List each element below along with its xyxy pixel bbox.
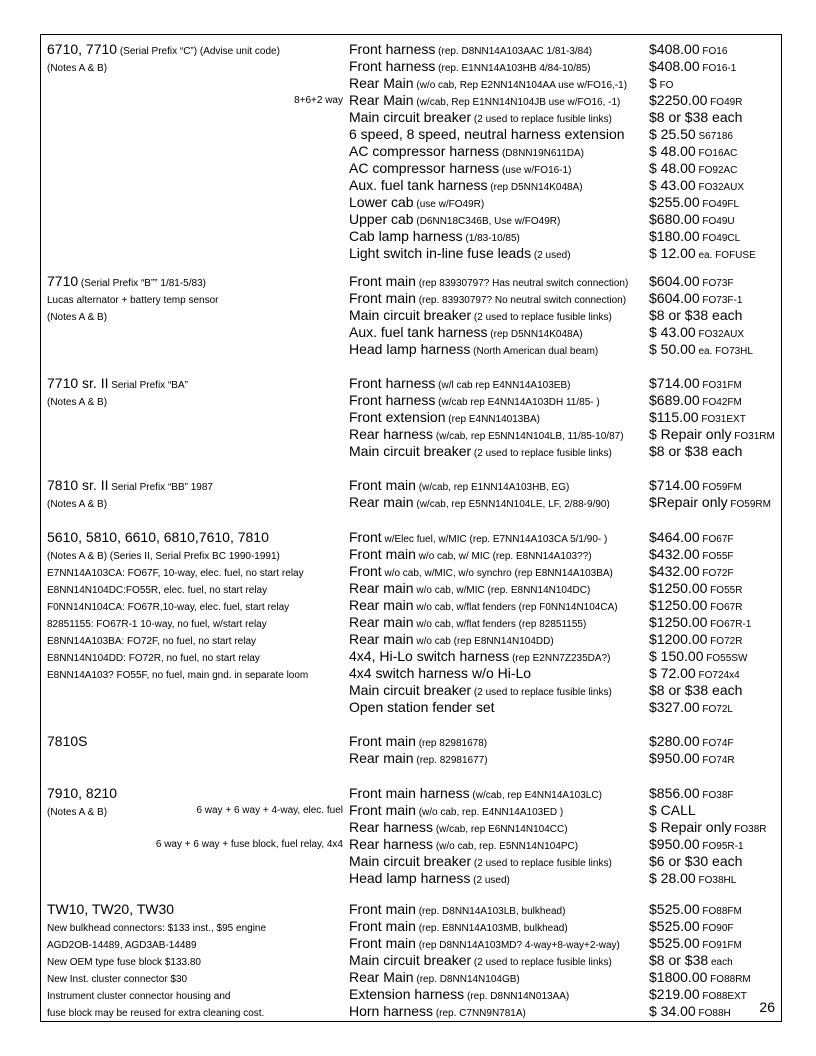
part-note: (w/o cab, rep. E4NN14A103ED ) — [415, 807, 564, 818]
part-description: Aux. fuel tank harness (rep D5NN14K048A) — [349, 324, 583, 340]
model-detail: 82851155: FO67R-1 10-way, no fuel, w/start relay — [47, 619, 267, 630]
part-description: Rear harness (w/cab, rep E5NN14N104LB, 11/85-10/87) — [349, 426, 624, 442]
part-row — [41, 563, 783, 580]
part-code: FO49CL — [699, 233, 741, 244]
part-row — [41, 785, 783, 802]
part-row — [41, 529, 783, 546]
part-note: (2 used to replace fusible links) — [471, 858, 612, 869]
part-row — [41, 986, 783, 1003]
model-detail: (Notes A & B) — [47, 63, 108, 74]
part-note: (rep. D8NN14N013AA) — [464, 991, 570, 1002]
part-row — [41, 477, 783, 494]
part-description: Front main (rep 82981678) — [349, 733, 488, 749]
part-row — [41, 665, 783, 682]
part-code: FO73F-1 — [699, 295, 743, 306]
part-price: $ FO — [649, 75, 674, 91]
part-note: (rep. 82981677) — [413, 755, 488, 766]
part-price: $219.00 FO88EXT — [649, 986, 747, 1002]
model-detail: F0NN14N104CA: FO67R,10-way, elec. fuel, start relay — [47, 602, 290, 613]
part-note: (w/cab, Rep E1NN14N104JB use w/FO16, -1) — [413, 97, 621, 108]
part-price: $1250.00 FO67R — [649, 597, 743, 613]
part-note: (rep 83930797? Has neutral switch connection) — [415, 278, 629, 289]
part-description: Front main (rep. E8NN14A103MB, bulkhead) — [349, 918, 568, 934]
model-note: Serial Prefix “BA” — [108, 380, 188, 391]
part-price: $525.00 FO91FM — [649, 935, 742, 951]
part-price: $115.00 FO31EXT — [649, 409, 746, 425]
part-description: Main circuit breaker (2 used to replace fusible links) — [349, 307, 612, 323]
part-price: $432.00 FO55F — [649, 546, 734, 562]
part-code: FO16AC — [695, 148, 738, 159]
part-note: (2 used) — [531, 250, 571, 261]
part-note: (2 used to replace fusible links) — [471, 312, 612, 323]
part-description: AC compressor harness (D8NN19N611DA) — [349, 143, 585, 159]
part-note: (2 used to replace fusible links) — [471, 687, 612, 698]
part-row — [41, 750, 783, 767]
part-row — [41, 901, 783, 918]
part-note: (w/o cab, Rep E2NN14N104AA use w/FO16,-1) — [413, 80, 628, 91]
part-description: Aux. fuel tank harness (rep D5NN14K048A) — [349, 177, 583, 193]
part-description: 6 speed, 8 speed, neutral harness extension — [349, 126, 625, 142]
part-description: Front main (rep 83930797? Has neutral switch connection) — [349, 273, 629, 289]
part-code: FO95R-1 — [699, 841, 744, 852]
part-row — [41, 597, 783, 614]
part-description: Front w/o cab, w/MIC, w/o synchro (rep E8NN14A103BA) — [349, 563, 613, 579]
part-description: Rear Main (w/o cab, Rep E2NN14N104AA use w/FO16,-1) — [349, 75, 628, 91]
part-code: FO67R — [707, 602, 743, 613]
part-note: (rep D8NN14A103MD? 4-way+8-way+2-way) — [415, 940, 620, 951]
part-price: $327.00 FO72L — [649, 699, 733, 715]
part-price: $ 48.00 FO92AC — [649, 160, 738, 176]
part-row — [41, 969, 783, 986]
part-row — [41, 918, 783, 935]
part-code: FO59FM — [699, 482, 742, 493]
model-detail: New OEM type fuse block $133.80 — [47, 957, 201, 968]
part-note: (rep. C7NN9N781A) — [433, 1008, 526, 1019]
model-section — [41, 41, 781, 262]
part-price: $ 50.00 ea. FO73HL — [649, 341, 753, 357]
part-code: FO38F — [699, 790, 734, 801]
part-code: FO31RM — [731, 431, 775, 442]
model-detail: Instrument cluster connector housing and — [47, 991, 231, 1002]
part-description: Rear harness (w/o cab, rep. E5NN14N104PC) — [349, 836, 579, 852]
part-price: $ 150.00 FO55SW — [649, 648, 748, 664]
model-title: 7910, 8210 — [47, 785, 118, 801]
page-number: 26 — [759, 999, 775, 1015]
part-price: $ Repair only FO31RM — [649, 426, 775, 442]
part-description: Front w/Elec fuel, w/MIC (rep. E7NN14A103CA 5/1/90- ) — [349, 529, 608, 545]
part-code: FO72L — [699, 704, 733, 715]
model-title: 7710 sr. II Serial Prefix “BA” — [47, 375, 188, 391]
part-price: $689.00 FO42FM — [649, 392, 742, 408]
part-price: $8 or $38 each — [649, 443, 743, 459]
part-note: (rep D5NN14K048A) — [487, 182, 583, 193]
part-price: $680.00 FO49U — [649, 211, 735, 227]
model-title: 7710 (Serial Prefix “B”” 1/81-5/83) — [47, 273, 206, 289]
part-price: $432.00 FO72F — [649, 563, 734, 579]
part-description: Main circuit breaker (2 used to replace fusible links) — [349, 443, 612, 459]
model-note: (Serial Prefix “C”) (Advise unit code) — [117, 46, 280, 57]
part-row — [41, 392, 783, 409]
part-note: (rep. 83930797? No neutral switch connection) — [415, 295, 627, 306]
part-code: FO72R — [707, 636, 743, 647]
part-price: $1200.00 FO72R — [649, 631, 743, 647]
part-code: FO55R — [707, 585, 743, 596]
part-note: w/Elec fuel, w/MIC (rep. E7NN14A103CA 5/1/90- ) — [381, 534, 608, 545]
model-config: 8+6+2 way — [294, 95, 343, 106]
part-code: FO42FM — [699, 397, 742, 408]
part-code: FO49FL — [699, 199, 740, 210]
part-row — [41, 546, 783, 563]
part-note: w/o cab, w/MIC (rep. E8NN14N104DC) — [413, 585, 591, 596]
part-code: FO38R — [731, 824, 767, 835]
model-section — [41, 375, 781, 460]
part-code: FO73F — [699, 278, 734, 289]
part-description: Rear Main (rep. D8NN14N104GB) — [349, 969, 520, 985]
part-row — [41, 245, 783, 262]
part-note: (2 used) — [470, 875, 510, 886]
part-code: FO55F — [699, 551, 734, 562]
part-price: $ 48.00 FO16AC — [649, 143, 738, 159]
model-detail: E8NN14A103? FO55F, no fuel, main gnd. in separate loom — [47, 670, 309, 681]
part-description: Head lamp harness (2 used) — [349, 870, 510, 886]
part-code: FO724x4 — [695, 670, 740, 681]
part-row — [41, 614, 783, 631]
part-row — [41, 194, 783, 211]
part-code: FO74F — [699, 738, 734, 749]
part-price: $525.00 FO90F — [649, 918, 734, 934]
part-code: FO90F — [699, 923, 734, 934]
part-description: Front main (rep D8NN14A103MD? 4-way+8-way+2-way) — [349, 935, 620, 951]
part-code: FO88H — [695, 1008, 731, 1019]
model-note: Serial Prefix “BB” 1987 — [108, 482, 213, 493]
part-code: FO72F — [699, 568, 734, 579]
part-description: Rear main w/o cab, w/flat fenders (rep 82851155) — [349, 614, 587, 630]
part-code: FO31FM — [699, 380, 742, 391]
part-row — [41, 341, 783, 358]
part-code: FO88EXT — [699, 991, 747, 1002]
part-code: FO55SW — [703, 653, 748, 664]
part-price: $ 25.50 S67186 — [649, 126, 733, 142]
part-row — [41, 836, 783, 853]
part-note: (w/cab, rep E6NN14N104CC) — [433, 824, 568, 835]
part-note: (rep. D8NN14N104GB) — [413, 974, 520, 985]
part-row — [41, 935, 783, 952]
part-row — [41, 853, 783, 870]
part-note: (w/cab, rep E4NN14A103LC) — [469, 790, 602, 801]
model-detail: fuse block may be reused for extra cleaning cost. — [47, 1008, 265, 1019]
model-section — [41, 733, 781, 767]
part-description: Open station fender set — [349, 699, 495, 715]
model-detail: (Notes A & B) — [47, 807, 108, 818]
part-note: (rep. D8NN14A103AAC 1/81-3/84) — [435, 46, 593, 57]
part-code: FO91FM — [699, 940, 742, 951]
part-price: $2250.00 FO49R — [649, 92, 743, 108]
part-price: $ 43.00 FO32AUX — [649, 177, 745, 193]
part-note: w/o cab, w/flat fenders (rep 82851155) — [413, 619, 587, 630]
part-note: (w/cab rep E4NN14A103DH 11/85- ) — [435, 397, 600, 408]
part-description: 4x4, Hi-Lo switch harness (rep E2NN7Z235DA?) — [349, 648, 611, 664]
part-note: (1/83-10/85) — [462, 233, 520, 244]
part-row — [41, 290, 783, 307]
part-description: Front harness (rep. E1NN14A103HB 4/84-10/85) — [349, 58, 591, 74]
model-detail: E8NN14N104DD: FO72R, no fuel, no start relay — [47, 653, 260, 664]
part-code: FO16-1 — [699, 63, 737, 74]
part-description: Front main (rep. D8NN14A103LB, bulkhead) — [349, 901, 566, 917]
model-config: 6 way + 6 way + fuse block, fuel relay, 4x4 — [155, 839, 343, 850]
part-row — [41, 648, 783, 665]
part-price: $950.00 FO95R-1 — [649, 836, 744, 852]
part-description: Rear main (w/cab, rep E5NN14N104LE, LF, 2/88-9/90) — [349, 494, 610, 510]
part-code: FO32AUX — [695, 182, 745, 193]
part-description: Main circuit breaker (2 used to replace fusible links) — [349, 109, 612, 125]
part-description: Rear main w/o cab, w/MIC (rep. E8NN14N104DC) — [349, 580, 591, 596]
model-title: 5610, 5810, 6610, 6810,7610, 7810 — [47, 529, 269, 545]
part-code: FO31EXT — [698, 414, 746, 425]
part-code: FO49R — [707, 97, 743, 108]
part-description: Rear Main (w/cab, Rep E1NN14N104JB use w/FO16, -1) — [349, 92, 621, 108]
part-row — [41, 211, 783, 228]
part-price: $ CALL — [649, 802, 696, 818]
part-code: ea. FOFUSE — [695, 250, 756, 261]
part-price: $8 or $38 each — [649, 682, 743, 698]
part-price: $6 or $30 each — [649, 853, 743, 869]
part-price: $8 or $38 each — [649, 952, 733, 968]
part-price: $ Repair only FO38R — [649, 819, 767, 835]
part-note: (use w/FO49R) — [413, 199, 485, 210]
part-price: $255.00 FO49FL — [649, 194, 740, 210]
part-row — [41, 75, 783, 92]
part-price: $ 12.00 ea. FOFUSE — [649, 245, 756, 261]
part-price: $950.00 FO74R — [649, 750, 735, 766]
part-row — [41, 952, 783, 969]
part-note: (2 used to replace fusible links) — [471, 448, 612, 459]
part-row — [41, 409, 783, 426]
part-description: 4x4 switch harness w/o Hi-Lo — [349, 665, 532, 681]
part-note: (D6NN18C346B, Use w/FO49R) — [413, 216, 561, 227]
part-description: Front harness (w/cab rep E4NN14A103DH 11/85- ) — [349, 392, 600, 408]
part-description: Light switch in-line fuse leads (2 used) — [349, 245, 571, 261]
part-note: (w/o cab, rep. E5NN14N104PC) — [433, 841, 579, 852]
part-price: $180.00 FO49CL — [649, 228, 741, 244]
part-code: FO — [656, 80, 674, 91]
part-row — [41, 682, 783, 699]
part-row — [41, 143, 783, 160]
part-code: FO92AC — [695, 165, 738, 176]
part-price: $ 43.00 FO32AUX — [649, 324, 745, 340]
part-description: Front main w/o cab, w/ MIC (rep. E8NN14A103??) — [349, 546, 592, 562]
model-title: 6710, 7710 (Serial Prefix “C”) (Advise unit code) — [47, 41, 280, 57]
part-note: (w/cab, rep E1NN14A103HB, EG) — [415, 482, 570, 493]
part-row — [41, 1003, 783, 1020]
part-row — [41, 126, 783, 143]
part-code: FO67R-1 — [707, 619, 752, 630]
part-description: Rear main (rep. 82981677) — [349, 750, 488, 766]
part-code: FO59RM — [727, 499, 771, 510]
part-description: Upper cab (D6NN18C346B, Use w/FO49R) — [349, 211, 561, 227]
part-note: w/o cab, w/MIC, w/o synchro (rep E8NN14A103BA) — [381, 568, 613, 579]
model-detail: (Notes A & B) — [47, 397, 108, 408]
part-code: FO32AUX — [695, 329, 745, 340]
model-detail: New Inst. cluster connector $30 — [47, 974, 188, 985]
part-description: Front main harness (w/cab, rep E4NN14A103LC) — [349, 785, 602, 801]
part-code: FO67F — [699, 534, 734, 545]
model-detail: (Notes A & B) — [47, 499, 108, 510]
part-description: Cab lamp harness (1/83-10/85) — [349, 228, 520, 244]
part-code: ea. FO73HL — [695, 346, 753, 357]
part-code: FO88FM — [699, 906, 742, 917]
price-list-page — [40, 34, 782, 1022]
part-price: $ 28.00 FO38HL — [649, 870, 737, 886]
part-price: $525.00 FO88FM — [649, 901, 742, 917]
part-row — [41, 870, 783, 887]
part-row — [41, 324, 783, 341]
part-price: $604.00 FO73F — [649, 273, 734, 289]
model-title: TW10, TW20, TW30 — [47, 901, 175, 917]
part-row — [41, 228, 783, 245]
part-note: w/o cab, w/ MIC (rep. E8NN14A103??) — [415, 551, 592, 562]
part-row — [41, 92, 783, 109]
model-detail: Lucas alternator + battery temp sensor — [47, 295, 219, 306]
part-row — [41, 109, 783, 126]
part-price: $8 or $38 each — [649, 109, 743, 125]
part-row — [41, 580, 783, 597]
part-description: Main circuit breaker (2 used to replace fusible links) — [349, 952, 612, 968]
part-description: Rear harness (w/cab, rep E6NN14N104CC) — [349, 819, 568, 835]
part-row — [41, 733, 783, 750]
part-description: Horn harness (rep. C7NN9N781A) — [349, 1003, 526, 1019]
part-description: Main circuit breaker (2 used to replace fusible links) — [349, 682, 612, 698]
part-price: $1250.00 FO55R — [649, 580, 743, 596]
part-price: $Repair only FO59RM — [649, 494, 771, 510]
model-detail: AGD2OB-14489, AGD3AB-14489 — [47, 940, 197, 951]
part-price: $856.00 FO38F — [649, 785, 734, 801]
part-description: Front main (rep. 83930797? No neutral switch connection) — [349, 290, 627, 306]
part-code: FO16 — [699, 46, 728, 57]
part-note: (rep. D8NN14A103LB, bulkhead) — [415, 906, 566, 917]
model-section — [41, 901, 781, 1020]
part-note: w/o cab (rep E8NN14N104DD) — [413, 636, 554, 647]
model-detail: E7NN14A103CA: FO67F, 10-way, elec. fuel, no start relay — [47, 568, 304, 579]
part-row — [41, 443, 783, 460]
part-row — [41, 307, 783, 324]
part-description: Main circuit breaker (2 used to replace fusible links) — [349, 853, 612, 869]
model-detail: New bulkhead connectors: $133 inst., $95 engine — [47, 923, 267, 934]
part-row — [41, 273, 783, 290]
model-title: 7810 sr. II Serial Prefix “BB” 1987 — [47, 477, 213, 493]
part-row — [41, 41, 783, 58]
part-note: (2 used to replace fusible links) — [471, 114, 612, 125]
part-description: Extension harness (rep. D8NN14N013AA) — [349, 986, 570, 1002]
part-code: FO88RM — [707, 974, 751, 985]
part-description: Head lamp harness (North American dual beam) — [349, 341, 599, 357]
part-description: Front harness (w/l cab rep E4NN14A103EB) — [349, 375, 571, 391]
part-price: $280.00 FO74F — [649, 733, 734, 749]
part-note: w/o cab, w/flat fenders (rep F0NN14N104CA) — [413, 602, 618, 613]
part-row — [41, 160, 783, 177]
model-note: (Serial Prefix “B”” 1/81-5/83) — [78, 278, 206, 289]
model-section — [41, 529, 781, 716]
part-note: (w/l cab rep E4NN14A103EB) — [435, 380, 571, 391]
model-config: 6 way + 6 way + 4-way, elec. fuel — [196, 805, 343, 816]
part-row — [41, 494, 783, 511]
part-code: FO49U — [699, 216, 735, 227]
model-section — [41, 477, 781, 511]
part-description: Rear main w/o cab (rep E8NN14N104DD) — [349, 631, 554, 647]
part-note: (2 used to replace fusible links) — [471, 957, 612, 968]
model-detail: E8NN14A103BA: FO72F, no fuel, no start relay — [47, 636, 256, 647]
part-row — [41, 699, 783, 716]
part-description: Front harness (rep. D8NN14A103AAC 1/81-3/84) — [349, 41, 593, 57]
model-section — [41, 785, 781, 887]
model-detail: (Notes A & B) (Series II, Serial Prefix BC 1990-1991) — [47, 551, 280, 562]
part-description: Front main (w/o cab, rep. E4NN14A103ED ) — [349, 802, 564, 818]
part-price: $714.00 FO31FM — [649, 375, 742, 391]
part-row — [41, 375, 783, 392]
part-price: $464.00 FO67F — [649, 529, 734, 545]
part-row — [41, 802, 783, 819]
part-note: (use w/FO16-1) — [499, 165, 572, 176]
part-note: (w/cab, rep E5NN14N104LB, 11/85-10/87) — [433, 431, 624, 442]
part-note: (rep. E8NN14A103MB, bulkhead) — [415, 923, 568, 934]
part-note: (rep. E1NN14A103HB 4/84-10/85) — [435, 63, 591, 74]
part-code: FO38HL — [695, 875, 737, 886]
part-row — [41, 58, 783, 75]
part-row — [41, 177, 783, 194]
part-description: Front main (w/cab, rep E1NN14A103HB, EG) — [349, 477, 570, 493]
part-code: FO74R — [699, 755, 735, 766]
model-detail: E8NN14N104DC:FO55R, elec. fuel, no start relay — [47, 585, 268, 596]
model-section — [41, 273, 781, 358]
part-description: Lower cab (use w/FO49R) — [349, 194, 485, 210]
part-note: (rep D5NN14K048A) — [487, 329, 583, 340]
part-description: Front extension (rep E4NN14013BA) — [349, 409, 540, 425]
part-price: $8 or $38 each — [649, 307, 743, 323]
part-price: $1800.00 FO88RM — [649, 969, 751, 985]
part-note: (rep E4NN14013BA) — [445, 414, 540, 425]
part-price: $604.00 FO73F-1 — [649, 290, 743, 306]
part-row — [41, 819, 783, 836]
model-detail: (Notes A & B) — [47, 312, 108, 323]
part-note: (D8NN19N611DA) — [499, 148, 585, 159]
part-note: (w/cab, rep E5NN14N104LE, LF, 2/88-9/90) — [413, 499, 610, 510]
part-description: AC compressor harness (use w/FO16-1) — [349, 160, 572, 176]
part-note: (rep E2NN7Z235DA?) — [509, 653, 611, 664]
model-title: 7810S — [47, 733, 88, 749]
part-row — [41, 631, 783, 648]
part-price: $ 34.00 FO88H — [649, 1003, 731, 1019]
part-code: each — [708, 957, 733, 968]
part-price: $1250.00 FO67R-1 — [649, 614, 752, 630]
part-note: (rep 82981678) — [415, 738, 488, 749]
part-code: S67186 — [695, 131, 733, 142]
part-row — [41, 426, 783, 443]
part-price: $408.00 FO16-1 — [649, 58, 737, 74]
part-price: $408.00 FO16 — [649, 41, 728, 57]
part-price: $714.00 FO59FM — [649, 477, 742, 493]
part-note: (North American dual beam) — [470, 346, 599, 357]
part-price: $ 72.00 FO724x4 — [649, 665, 740, 681]
part-description: Rear main w/o cab, w/flat fenders (rep F0NN14N104CA) — [349, 597, 618, 613]
